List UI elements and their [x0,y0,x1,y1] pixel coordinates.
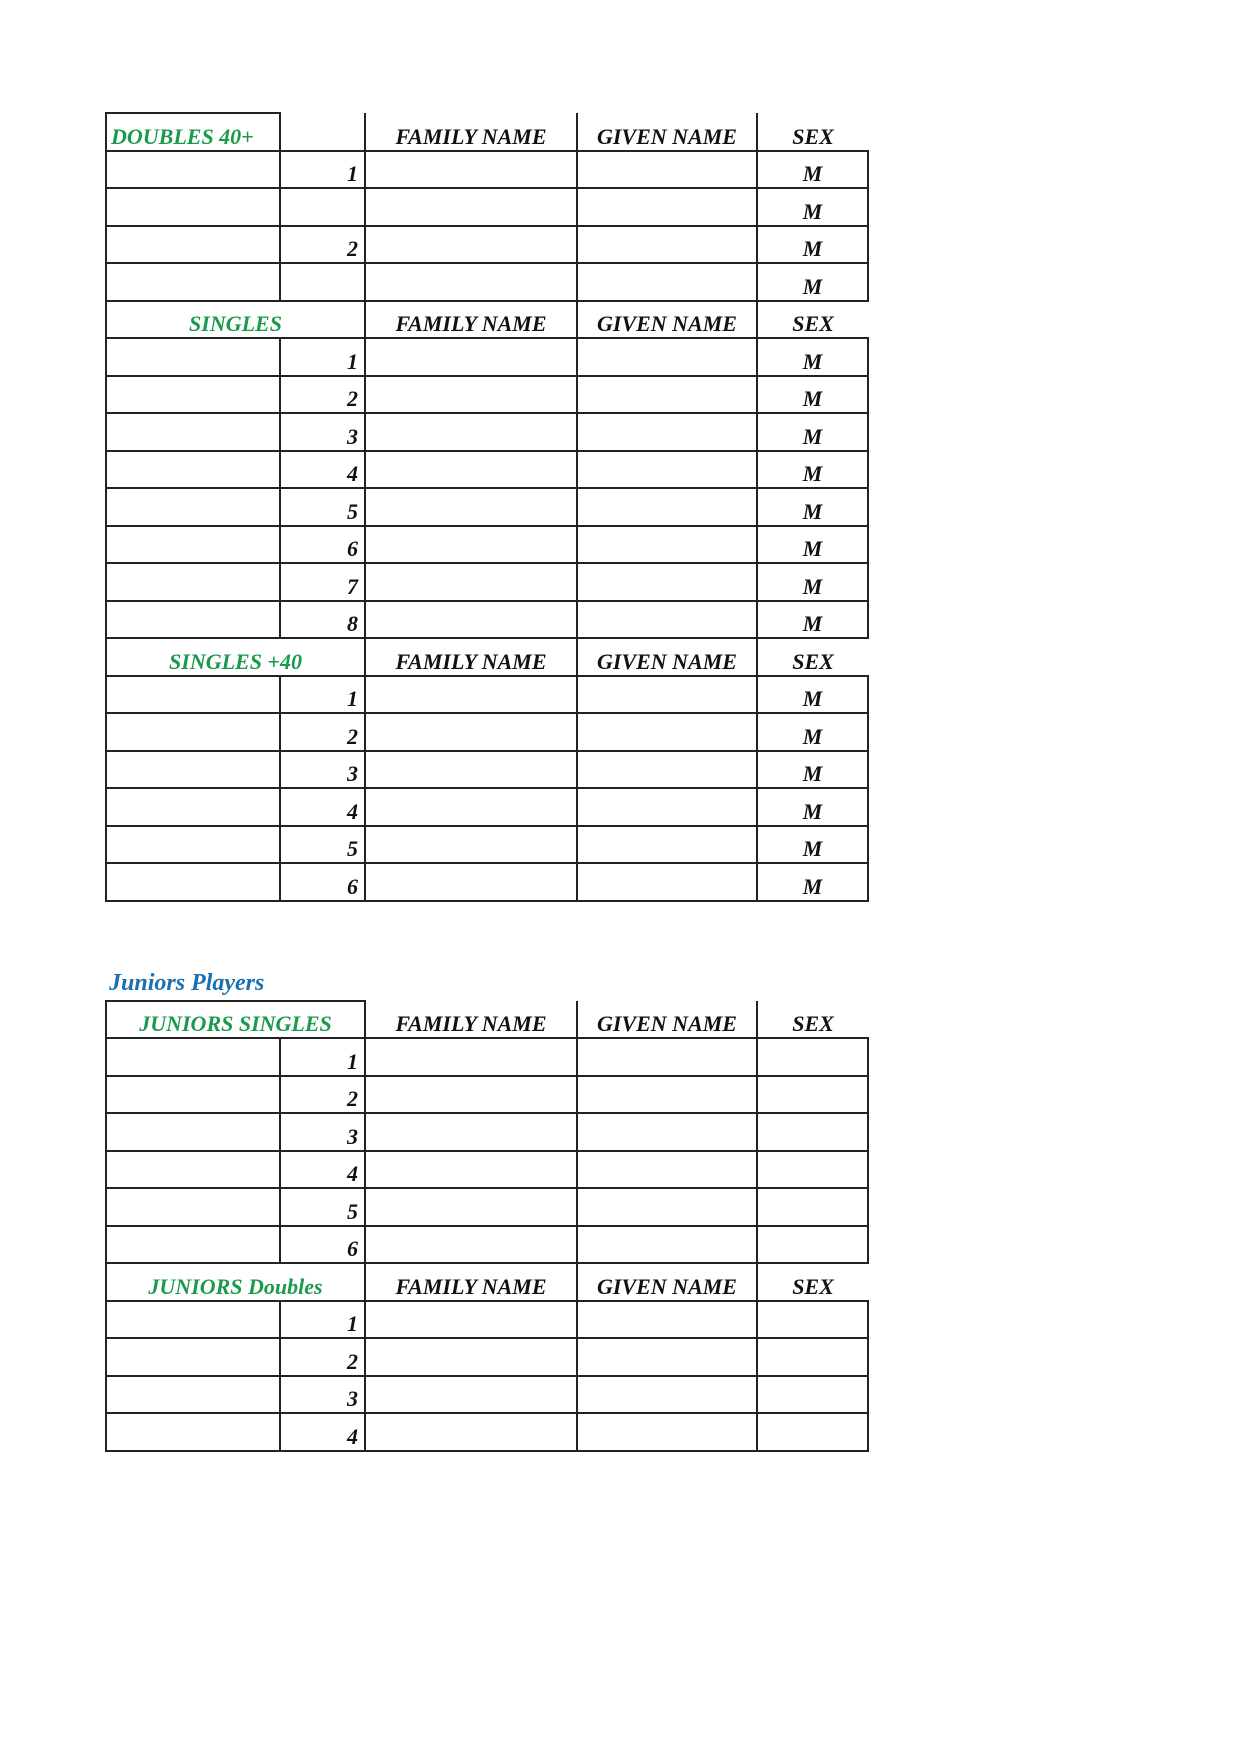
registration-sheet [105,112,869,1452]
family-name-cell[interactable] [365,601,577,639]
family-name-cell[interactable] [365,526,577,564]
club-cell[interactable] [106,413,280,451]
club-cell[interactable] [106,1188,280,1226]
sex-cell[interactable] [757,1413,868,1451]
club-cell[interactable] [106,826,280,864]
entry-number: 7 [280,563,365,601]
sex-cell[interactable] [757,1376,868,1414]
given-name-cell[interactable] [577,488,757,526]
entry-row [106,188,868,226]
entry-row [106,1338,868,1376]
entry-row [106,413,868,451]
family-name-cell[interactable] [365,1151,577,1189]
family-name-cell[interactable] [365,1226,577,1264]
section-gap [105,902,869,966]
entry-number: 4 [280,451,365,489]
club-cell[interactable] [106,676,280,714]
club-cell[interactable] [106,151,280,189]
club-cell[interactable] [106,188,280,226]
family-name-cell[interactable] [365,1188,577,1226]
section-title: JUNIORS Doubles [106,1263,365,1301]
club-cell[interactable] [106,751,280,789]
sex-cell[interactable]: M [757,451,868,489]
family-name-cell[interactable] [365,826,577,864]
club-cell[interactable] [106,1151,280,1189]
entry-number: 1 [280,1038,365,1076]
given-name-cell[interactable] [577,413,757,451]
given-name-cell[interactable] [577,451,757,489]
entry-row [106,338,868,376]
entry-row [106,151,868,189]
family-name-cell[interactable] [365,788,577,826]
club-cell[interactable] [106,1338,280,1376]
section-title: DOUBLES 40+ [106,113,280,151]
given-name-cell[interactable] [577,751,757,789]
club-cell[interactable] [106,1076,280,1114]
section-title: SINGLES +40 [106,638,365,676]
entry-row [106,676,868,714]
entry-number: 4 [280,1151,365,1189]
entry-row [106,1076,868,1114]
entry-number: 3 [280,1376,365,1414]
family-name-cell[interactable] [365,1301,577,1339]
sex-cell[interactable]: M [757,488,868,526]
given-name-cell[interactable] [577,263,757,301]
section-header-row [106,1001,868,1039]
family-name-header: FAMILY NAME [365,113,577,151]
entry-number: 1 [280,151,365,189]
entry-row [106,1413,868,1451]
entry-row [106,601,868,639]
juniors-title: Juniors Players [109,969,265,996]
section-header-row [106,1263,868,1301]
given-name-cell[interactable] [577,1038,757,1076]
entry-number [280,263,365,301]
entry-number: 6 [280,863,365,901]
entry-number: 5 [280,1188,365,1226]
family-name-cell[interactable] [365,751,577,789]
section-header-row [106,638,868,676]
entry-row [106,863,868,901]
family-name-cell[interactable] [365,338,577,376]
given-name-cell[interactable] [577,863,757,901]
family-name-cell[interactable] [365,451,577,489]
entry-row [106,488,868,526]
entry-number: 5 [280,488,365,526]
sex-cell[interactable] [757,1188,868,1226]
given-name-cell[interactable] [577,376,757,414]
given-name-cell[interactable] [577,226,757,264]
family-name-cell[interactable] [365,1413,577,1451]
entry-number: 2 [280,226,365,264]
entry-row [106,526,868,564]
entry-number: 3 [280,751,365,789]
club-cell[interactable] [106,1376,280,1414]
sex-cell[interactable] [757,1113,868,1151]
entry-row [106,376,868,414]
sex-header: SEX [757,638,868,676]
entry-row [106,788,868,826]
sex-cell[interactable] [757,1076,868,1114]
sex-cell[interactable]: M [757,526,868,564]
sex-cell[interactable]: M [757,263,868,301]
given-name-cell[interactable] [577,563,757,601]
entry-row [106,1188,868,1226]
given-name-header: GIVEN NAME [577,301,757,339]
family-name-cell[interactable] [365,1076,577,1114]
sex-cell[interactable] [757,1301,868,1339]
entry-row [106,451,868,489]
family-name-cell[interactable] [365,188,577,226]
sex-cell[interactable] [757,1038,868,1076]
club-cell[interactable] [106,863,280,901]
entry-number: 4 [280,788,365,826]
entry-number [280,188,365,226]
entry-row [106,1113,868,1151]
entry-number: 2 [280,1338,365,1376]
sex-cell[interactable]: M [757,563,868,601]
entry-number: 2 [280,376,365,414]
entry-number: 5 [280,826,365,864]
entry-row [106,563,868,601]
sex-header: SEX [757,1001,868,1039]
family-name-cell[interactable] [365,1338,577,1376]
given-name-cell[interactable] [577,676,757,714]
sex-header: SEX [757,113,868,151]
sex-cell[interactable]: M [757,413,868,451]
family-name-cell[interactable] [365,1038,577,1076]
club-cell[interactable] [106,263,280,301]
given-name-cell[interactable] [577,1376,757,1414]
entry-row [106,1376,868,1414]
club-cell[interactable] [106,526,280,564]
sex-cell[interactable]: M [757,751,868,789]
adults-table [105,112,869,902]
given-name-cell[interactable] [577,826,757,864]
sex-cell[interactable]: M [757,226,868,264]
family-name-cell[interactable] [365,488,577,526]
sex-cell[interactable]: M [757,826,868,864]
entry-number: 2 [280,713,365,751]
section-header-row [106,113,868,151]
club-cell[interactable] [106,376,280,414]
given-name-cell[interactable] [577,1188,757,1226]
given-name-cell[interactable] [577,526,757,564]
entry-row [106,263,868,301]
family-name-header: FAMILY NAME [365,301,577,339]
sex-cell[interactable]: M [757,788,868,826]
entry-row [106,713,868,751]
sex-cell[interactable]: M [757,376,868,414]
given-name-header: GIVEN NAME [577,1263,757,1301]
section-title: JUNIORS SINGLES [106,1001,365,1039]
entry-number: 2 [280,1076,365,1114]
given-name-cell[interactable] [577,1338,757,1376]
entry-number: 3 [280,1113,365,1151]
given-name-cell[interactable] [577,713,757,751]
entry-row [106,751,868,789]
entry-row [106,1301,868,1339]
given-name-cell[interactable] [577,1301,757,1339]
family-name-cell[interactable] [365,713,577,751]
family-name-header: FAMILY NAME [365,1263,577,1301]
family-name-header: FAMILY NAME [365,1001,577,1039]
header-blank-cell [280,113,365,151]
club-cell[interactable] [106,563,280,601]
club-cell[interactable] [106,451,280,489]
sex-header: SEX [757,1263,868,1301]
family-name-cell[interactable] [365,1113,577,1151]
entry-number: 1 [280,676,365,714]
given-name-cell[interactable] [577,1151,757,1189]
family-name-cell[interactable] [365,413,577,451]
club-cell[interactable] [106,1226,280,1264]
entry-number: 4 [280,1413,365,1451]
entry-number: 3 [280,413,365,451]
family-name-cell[interactable] [365,376,577,414]
family-name-header: FAMILY NAME [365,638,577,676]
club-cell[interactable] [106,226,280,264]
club-cell[interactable] [106,488,280,526]
sex-cell[interactable]: M [757,863,868,901]
given-name-cell[interactable] [577,188,757,226]
given-name-cell[interactable] [577,1076,757,1114]
entry-row [106,1038,868,1076]
given-name-cell[interactable] [577,151,757,189]
club-cell[interactable] [106,601,280,639]
sex-cell[interactable]: M [757,601,868,639]
sex-cell[interactable] [757,1151,868,1189]
section-title: SINGLES [106,301,365,339]
sex-header: SEX [757,301,868,339]
sex-cell[interactable] [757,1226,868,1264]
entry-number: 6 [280,526,365,564]
entry-number: 1 [280,338,365,376]
club-cell[interactable] [106,1301,280,1339]
family-name-cell[interactable] [365,151,577,189]
entry-row [106,1151,868,1189]
club-cell[interactable] [106,1413,280,1451]
sex-cell[interactable]: M [757,676,868,714]
entry-row [106,226,868,264]
club-cell[interactable] [106,713,280,751]
given-name-header: GIVEN NAME [577,113,757,151]
club-cell[interactable] [106,1038,280,1076]
given-name-cell[interactable] [577,601,757,639]
juniors-table [105,1000,869,1452]
entry-row [106,1226,868,1264]
given-name-cell[interactable] [577,338,757,376]
entry-number: 6 [280,1226,365,1264]
given-name-cell[interactable] [577,1413,757,1451]
sex-cell[interactable]: M [757,713,868,751]
family-name-cell[interactable] [365,863,577,901]
family-name-cell[interactable] [365,226,577,264]
section-header-row [106,301,868,339]
family-name-cell[interactable] [365,676,577,714]
entry-number: 8 [280,601,365,639]
sex-cell[interactable]: M [757,188,868,226]
entry-row [106,826,868,864]
given-name-cell[interactable] [577,1226,757,1264]
sex-cell[interactable]: M [757,151,868,189]
given-name-header: GIVEN NAME [577,638,757,676]
family-name-cell[interactable] [365,263,577,301]
given-name-cell[interactable] [577,788,757,826]
family-name-cell[interactable] [365,563,577,601]
club-cell[interactable] [106,338,280,376]
given-name-cell[interactable] [577,1113,757,1151]
club-cell[interactable] [106,1113,280,1151]
sex-cell[interactable]: M [757,338,868,376]
family-name-cell[interactable] [365,1376,577,1414]
sex-cell[interactable] [757,1338,868,1376]
club-cell[interactable] [106,788,280,826]
entry-number: 1 [280,1301,365,1339]
given-name-header: GIVEN NAME [577,1001,757,1039]
